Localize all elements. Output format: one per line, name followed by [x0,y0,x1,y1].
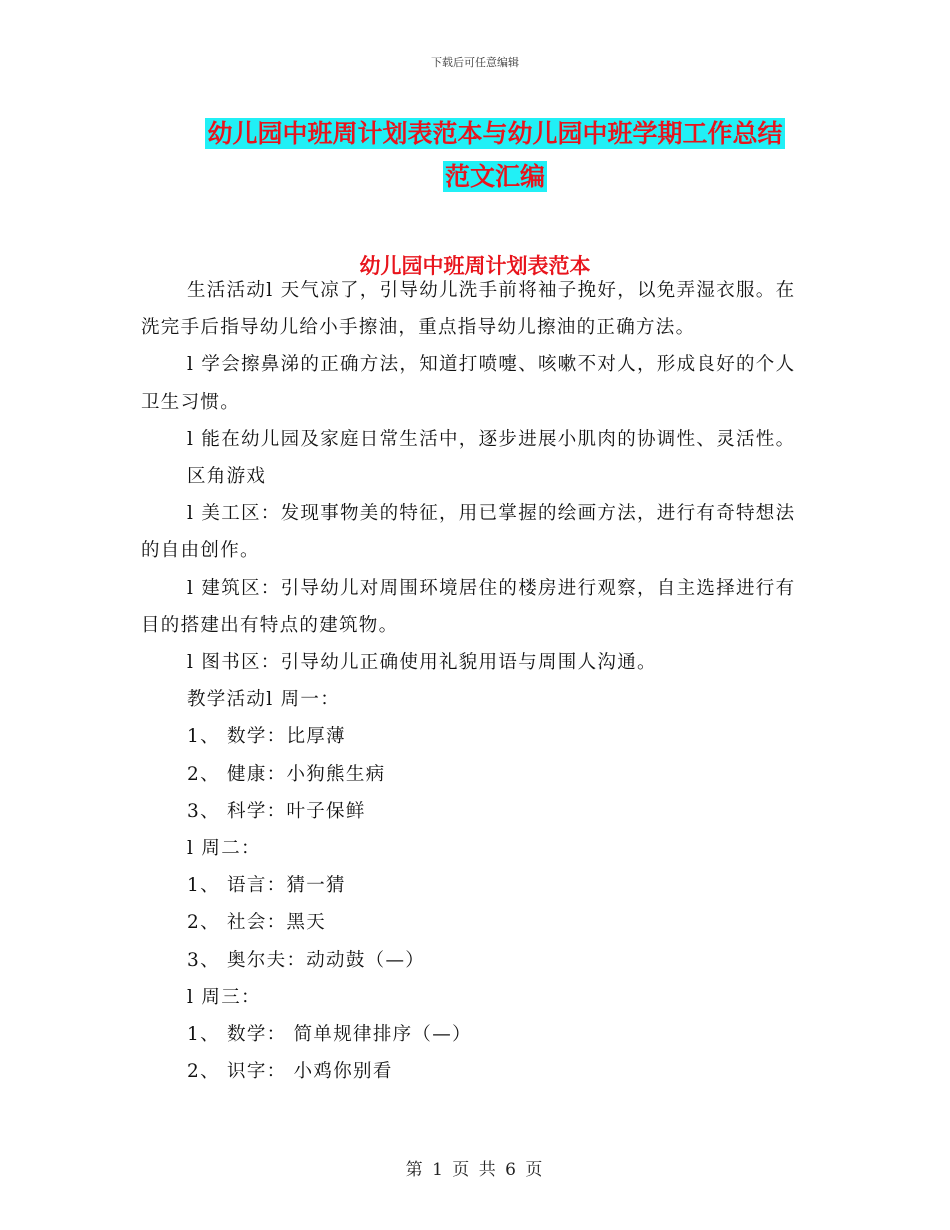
document-title-line-2 [150,157,840,193]
list-item: 2、 识字： 小鸡你别看 [187,1061,393,1083]
paragraph-teaching-monday: 教学活动l 周一： [187,689,340,711]
paragraph-life-activity: 生活活动l 天气凉了，引导幼儿洗手前将袖子挽好，以免弄湿衣服。在洗完手后指导幼儿给小手擦油，重点指导幼儿擦油的正确方法。 [141,280,796,339]
paragraph-motor-skills: l 能在幼儿园及家庭日常生活中，逐步进展小肌肉的协调性、灵活性。 [187,428,796,450]
list-item: 2、 健康：小狗熊生病 [187,763,386,785]
list-item: 3、 科学：叶子保鲜 [187,800,366,822]
list-item: 1、 数学： 简单规律排序（—） [187,1024,472,1046]
paragraph-book-area: l 图书区：引导幼儿正确使用礼貌用语与周围人沟通。 [187,652,657,674]
paragraph-art-area: l 美工区：发现事物美的特征，用已掌握的绘画方法，进行有奇特想法的自由创作。 [141,503,796,562]
paragraph-hygiene: l 学会擦鼻涕的正确方法，知道打喷嚏、咳嗽不对人，形成良好的个人卫生习惯。 [141,354,796,413]
page-footer: 第 1 页 共 6 页 [405,1160,545,1180]
document-title-line-1-text: 幼儿园中班周计划表范本与幼儿园中班学期工作总结 [207,119,783,148]
document-title-line-2-text: 范文汇编 [444,162,545,191]
list-item: 2、 社会：黑天 [187,912,327,934]
paragraph-corner-games-heading: 区角游戏 [187,466,267,488]
section-title: 幼儿园中班周计划表范本 [359,254,591,278]
document-body [141,272,811,1090]
paragraph-tuesday: l 周二： [187,838,261,860]
paragraph-wednesday: l 周三： [187,986,261,1008]
header-note: 下载后可任意编辑 [431,56,519,69]
document-title-line-1 [150,114,840,150]
list-item: 1、 语言：猜一猜 [187,875,346,897]
list-item: 3、 奥尔夫：动动鼓（—） [187,949,426,971]
list-item: 1、 数学：比厚薄 [187,726,346,748]
paragraph-building-area: l 建筑区：引导幼儿对周围环境居住的楼房进行观察，自主选择进行有目的搭建出有特点的建筑物。 [141,577,796,636]
